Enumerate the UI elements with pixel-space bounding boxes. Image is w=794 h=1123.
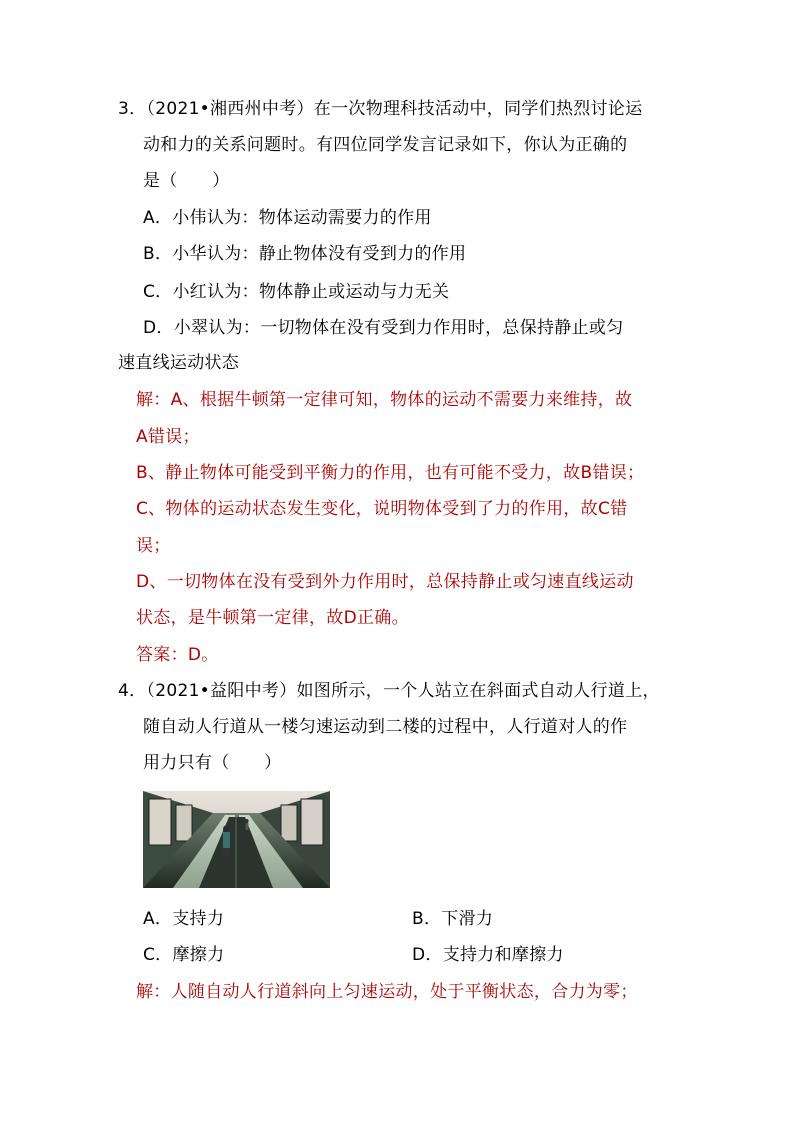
q4-option-a: A．支持力: [143, 909, 225, 929]
q3-option-a: A．小伟认为：物体运动需要力的作用: [143, 208, 432, 228]
q3-solution-line4: C、物体的运动状态发生变化，说明物体受到了力的作用，故C错: [136, 499, 628, 519]
q4-option-d: D．支持力和摩擦力: [412, 945, 564, 965]
q3-stem-line3: 是（ ）: [143, 171, 230, 191]
q3-answer: 答案：D。: [136, 645, 219, 665]
q4-stem-line3: 用力只有（ ）: [143, 753, 282, 773]
q3-stem-line2: 动和力的关系问题时。有四位同学发言记录如下，你认为正确的: [143, 135, 628, 155]
q4-solution-line1: 解：人随自动人行道斜向上匀速运动，处于平衡状态，合力为零；: [136, 982, 638, 1002]
q3-solution-line1: 解：A、根据牛顿第一定律可知，物体的运动不需要力来维持，故: [136, 390, 633, 410]
moving-walkway-image: [143, 791, 330, 888]
q3-solution-line5: 误；: [136, 536, 171, 556]
q4-option-c: C．摩擦力: [143, 945, 225, 965]
q3-option-c: C．小红认为：物体静止或运动与力无关: [143, 282, 450, 302]
q3-stem-line1: 3．（2021•湘西州中考）在一次物理科技活动中，同学们热烈讨论运: [118, 99, 643, 119]
q3-option-d-line1: D．小翠认为：一切物体在没有受到力作用时，总保持静止或匀: [143, 318, 624, 338]
q4-option-b: B．下滑力: [412, 909, 494, 929]
q3-solution-line3: B、静止物体可能受到平衡力的作用，也有可能不受力，故B错误；: [136, 463, 645, 483]
q4-stem-line1: 4．（2021•益阳中考）如图所示，一个人站立在斜面式自动人行道上，: [118, 681, 660, 701]
escalator-photo: [143, 791, 330, 888]
q3-solution-line7: 状态，是牛顿第一定律，故D正确。: [136, 608, 409, 628]
q3-solution-line2: A错误；: [136, 427, 200, 447]
q3-option-d-line2: 速直线运动状态: [118, 353, 240, 373]
q3-option-b: B．小华认为：静止物体没有受到力的作用: [143, 244, 467, 264]
q4-stem-line2: 随自动人行道从一楼匀速运动到二楼的过程中，人行道对人的作: [143, 717, 628, 737]
q3-solution-line6: D、一切物体在没有受到外力作用时，总保持静止或匀速直线运动: [136, 572, 634, 592]
